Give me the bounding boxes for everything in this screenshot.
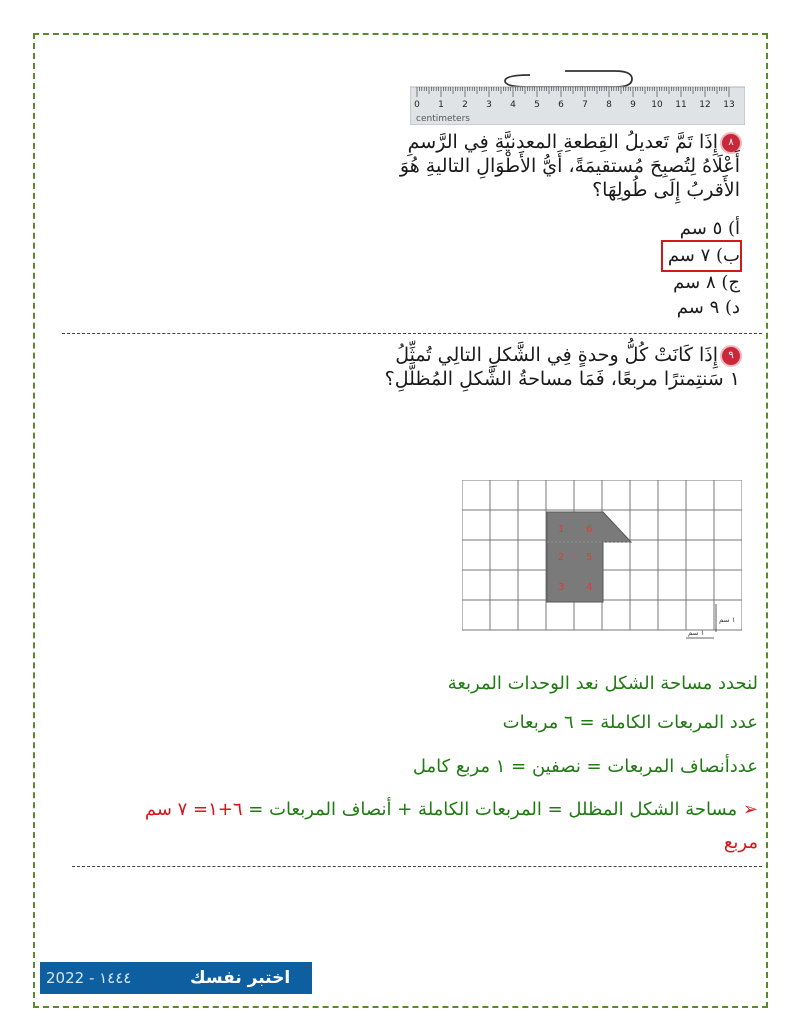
ruler-tick-label: 7 bbox=[582, 100, 588, 110]
solution-line-4 bbox=[58, 799, 758, 820]
solution-line-3: عددأنصاف المربعات = نصفين = ١ مربع كامل bbox=[412, 756, 758, 777]
question-1-line-2: أَعْلَاهُ لِتُصبِحَ مُستقيمَةً، أَيُّ الأَطْوَالِ التاليةِ هُوَ bbox=[399, 155, 740, 177]
question-2-line-1: إِذَا كَانَتْ كُلُّ وحدةٍ فِي الشَّكلِ التالِي تُمثِّلُ bbox=[395, 344, 718, 366]
scale-label-horizontal: ١ سم bbox=[688, 629, 705, 637]
question-2-line-2: ١ سَنتِمترًا مربعًا، فَمَا مساحةُ الشَّكلِ المُظلَّلِ؟ bbox=[384, 368, 740, 390]
solution-line-2: عدد المربعات الكاملة = ٦ مربعات bbox=[502, 712, 758, 733]
section-divider bbox=[72, 866, 762, 867]
ruler-tick-label: 8 bbox=[606, 100, 612, 110]
question-number-badge: ٨ bbox=[722, 134, 740, 152]
ruler-tick-label: 11 bbox=[675, 100, 687, 110]
area-grid-figure bbox=[462, 480, 742, 640]
solution-result: ٦+١= ٧ سم bbox=[144, 799, 243, 820]
ruler-tick-label: 1 bbox=[438, 100, 444, 110]
ruler-unit-label: centimeters bbox=[416, 114, 470, 124]
scale-label-vertical: ١ سم bbox=[719, 616, 736, 624]
question-number-badge: ٩ bbox=[722, 347, 740, 365]
ruler-tick-label: 3 bbox=[486, 100, 492, 110]
option-a[interactable]: أ) ٥ سم bbox=[679, 218, 740, 239]
ruler-tick-label: 0 bbox=[414, 100, 420, 110]
question-1-line-1: إِذَا تَمَّ تَعديلُ القِطعةِ المعدنيَّةِ فِي الرَّسمِ bbox=[407, 131, 718, 153]
cell-label-4: 4 bbox=[586, 582, 593, 593]
footer-banner bbox=[40, 962, 312, 994]
cell-label-2: 2 bbox=[558, 552, 565, 563]
option-c[interactable]: ج) ٨ سم bbox=[673, 272, 740, 293]
ruler-image bbox=[410, 55, 745, 125]
question-2 bbox=[300, 343, 740, 391]
cell-label-3: 3 bbox=[558, 582, 565, 593]
cell-label-6: 6 bbox=[586, 524, 593, 535]
cell-label-1: 1 bbox=[558, 524, 565, 535]
ruler-tick-label: 2 bbox=[462, 100, 468, 110]
ruler-tick-label: 4 bbox=[510, 100, 516, 110]
ruler-tick-label: 9 bbox=[630, 100, 636, 110]
solution-line-4-main: مساحة الشكل المظلل = المربعات الكاملة + أنصاف المربعات = bbox=[242, 799, 738, 820]
ruler-tick-label: 13 bbox=[723, 100, 735, 110]
ruler-tick-label: 6 bbox=[558, 100, 564, 110]
ruler-tick-label: 10 bbox=[651, 100, 663, 110]
option-b[interactable]: ب) ٧ سم bbox=[667, 245, 740, 266]
ruler-tick-label: 5 bbox=[534, 100, 540, 110]
bullet-arrow-icon: ➢ bbox=[742, 799, 758, 820]
question-1-line-3: الأَقربُ إِلَى طُولِهَا؟ bbox=[592, 179, 740, 201]
footer-year: 2022 - ١٤٤٤ bbox=[46, 969, 132, 987]
question-1 bbox=[380, 130, 740, 202]
solution-line-1: لنحدد مساحة الشكل نعد الوحدات المربعة bbox=[447, 673, 758, 694]
cell-label-5: 5 bbox=[586, 552, 593, 563]
option-d[interactable]: د) ٩ سم bbox=[676, 297, 740, 318]
section-divider bbox=[62, 333, 762, 334]
solution-line-5: مربع bbox=[723, 832, 758, 853]
footer-title: اختبر نفسك bbox=[190, 968, 291, 988]
ruler-tick-label: 12 bbox=[699, 100, 711, 110]
answer-highlight-box bbox=[661, 240, 742, 272]
